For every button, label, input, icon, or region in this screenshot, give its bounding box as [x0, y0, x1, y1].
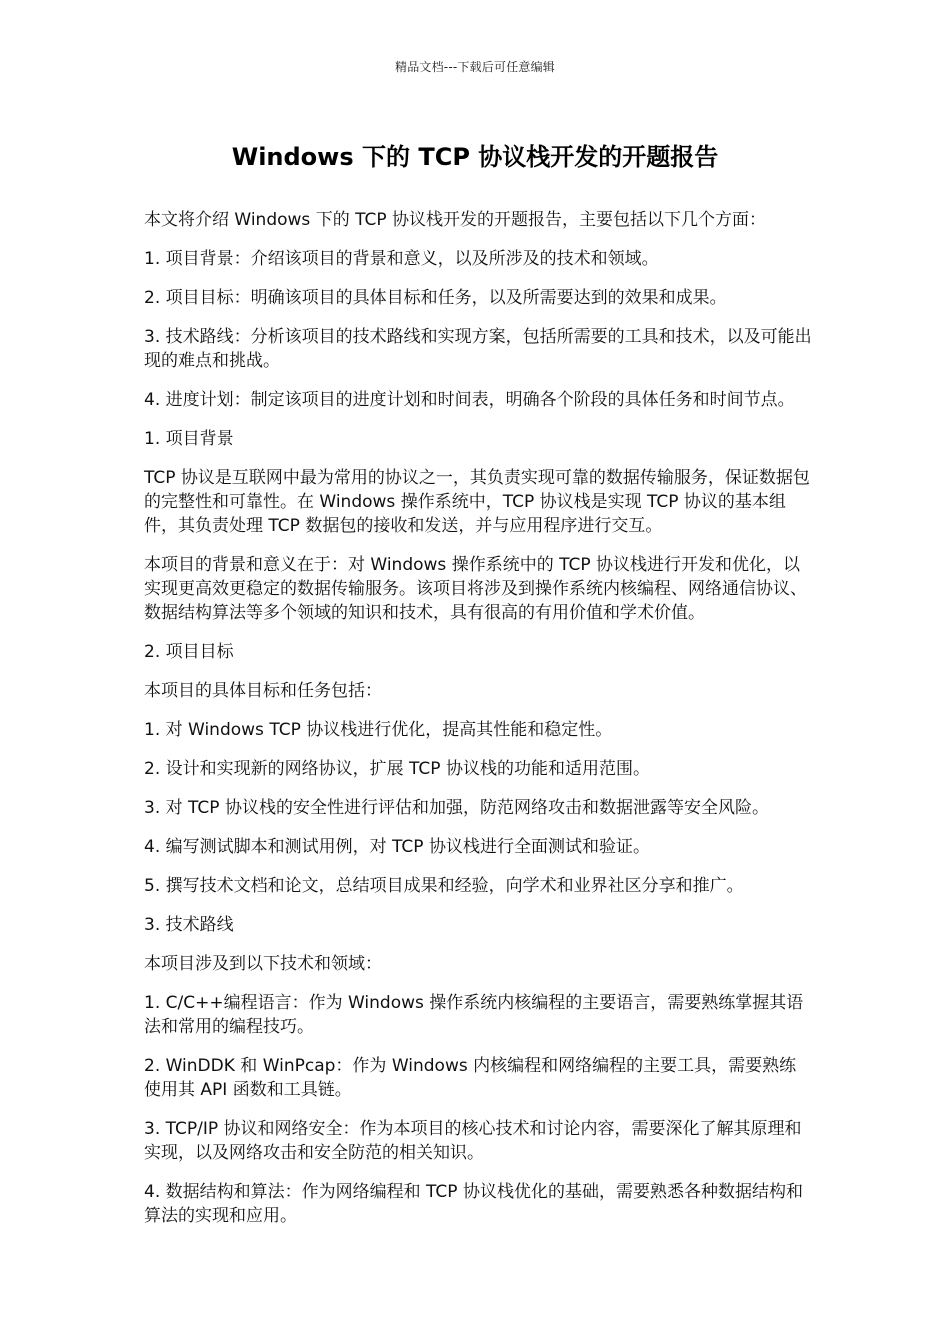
- document-body: [144, 208, 812, 1243]
- list-item-goal-1: 1. 对 Windows TCP 协议栈进行优化，提高其性能和稳定性。: [144, 720, 613, 740]
- section-heading-goals: 2. 项目目标: [144, 642, 234, 662]
- list-item-tech-3: 3. TCP/IP 协议和网络安全：作为本项目的核心技术和讨论内容，需要深化了解其原理和实现，以及网络攻击和安全防范的相关知识。: [144, 1119, 802, 1163]
- list-item-tech-4: 4. 数据结构和算法：作为网络编程和 TCP 协议栈优化的基础，需要熟悉各种数据结构和算法的实现和应用。: [144, 1182, 803, 1226]
- list-item-tech-1: 1. C/C++编程语言：作为 Windows 操作系统内核编程的主要语言，需要熟练掌握其语法和常用的编程技巧。: [144, 993, 804, 1037]
- page-header: 精品文档---下载后可任意编辑: [395, 60, 555, 74]
- list-item-goal-4: 4. 编写测试脚本和测试用例，对 TCP 协议栈进行全面测试和验证。: [144, 837, 650, 857]
- paragraph-tcp-description: TCP 协议是互联网中最为常用的协议之一，其负责实现可靠的数据传输服务，保证数据包的完整性和可靠性。在 Windows 操作系统中，TCP 协议栈是实现 TCP 协议的基本组件，其负责处理 TCP 数据包的接收和发送，并与应用程序进行交互。: [144, 468, 810, 536]
- paragraph-overview-technical-route: 3. 技术路线：分析该项目的技术路线和实现方案，包括所需要的工具和技术，以及可能出现的难点和挑战。: [144, 327, 812, 371]
- paragraph-overview-background: 1. 项目背景：介绍该项目的背景和意义，以及所涉及的技术和领域。: [144, 249, 659, 269]
- paragraph-tech-intro: 本项目涉及到以下技术和领域：: [144, 954, 382, 974]
- list-item-goal-5: 5. 撰写技术文档和论文，总结项目成果和经验，向学术和业界社区分享和推广。: [144, 876, 744, 896]
- section-heading-background: 1. 项目背景: [144, 429, 234, 449]
- paragraph-overview-goals: 2. 项目目标：明确该项目的具体目标和任务，以及所需要达到的效果和成果。: [144, 288, 727, 308]
- paragraph-significance: 本项目的背景和意义在于：对 Windows 操作系统中的 TCP 协议栈进行开发和优化，以实现更高效更稳定的数据传输服务。该项目将涉及到操作系统内核编程、网络通信协议、数据结构算法等多个领域的知识和技术，具有很高的有用价值和学术价值。: [144, 555, 807, 623]
- list-item-tech-2: 2. WinDDK 和 WinPcap：作为 Windows 内核编程和网络编程的主要工具，需要熟练使用其 API 函数和工具链。: [144, 1056, 797, 1100]
- paragraph-goals-intro: 本项目的具体目标和任务包括：: [144, 681, 382, 701]
- section-heading-technical-route: 3. 技术路线: [144, 915, 234, 935]
- document-title: Windows 下的 TCP 协议栈开发的开题报告: [231, 143, 719, 171]
- list-item-goal-3: 3. 对 TCP 协议栈的安全性进行评估和加强，防范网络攻击和数据泄露等安全风险。: [144, 798, 769, 818]
- paragraph-intro: 本文将介绍 Windows 下的 TCP 协议栈开发的开题报告，主要包括以下几个方面：: [144, 210, 767, 230]
- list-item-goal-2: 2. 设计和实现新的网络协议，扩展 TCP 协议栈的功能和适用范围。: [144, 759, 650, 779]
- paragraph-overview-schedule: 4. 进度计划：制定该项目的进度计划和时间表，明确各个阶段的具体任务和时间节点。: [144, 390, 795, 410]
